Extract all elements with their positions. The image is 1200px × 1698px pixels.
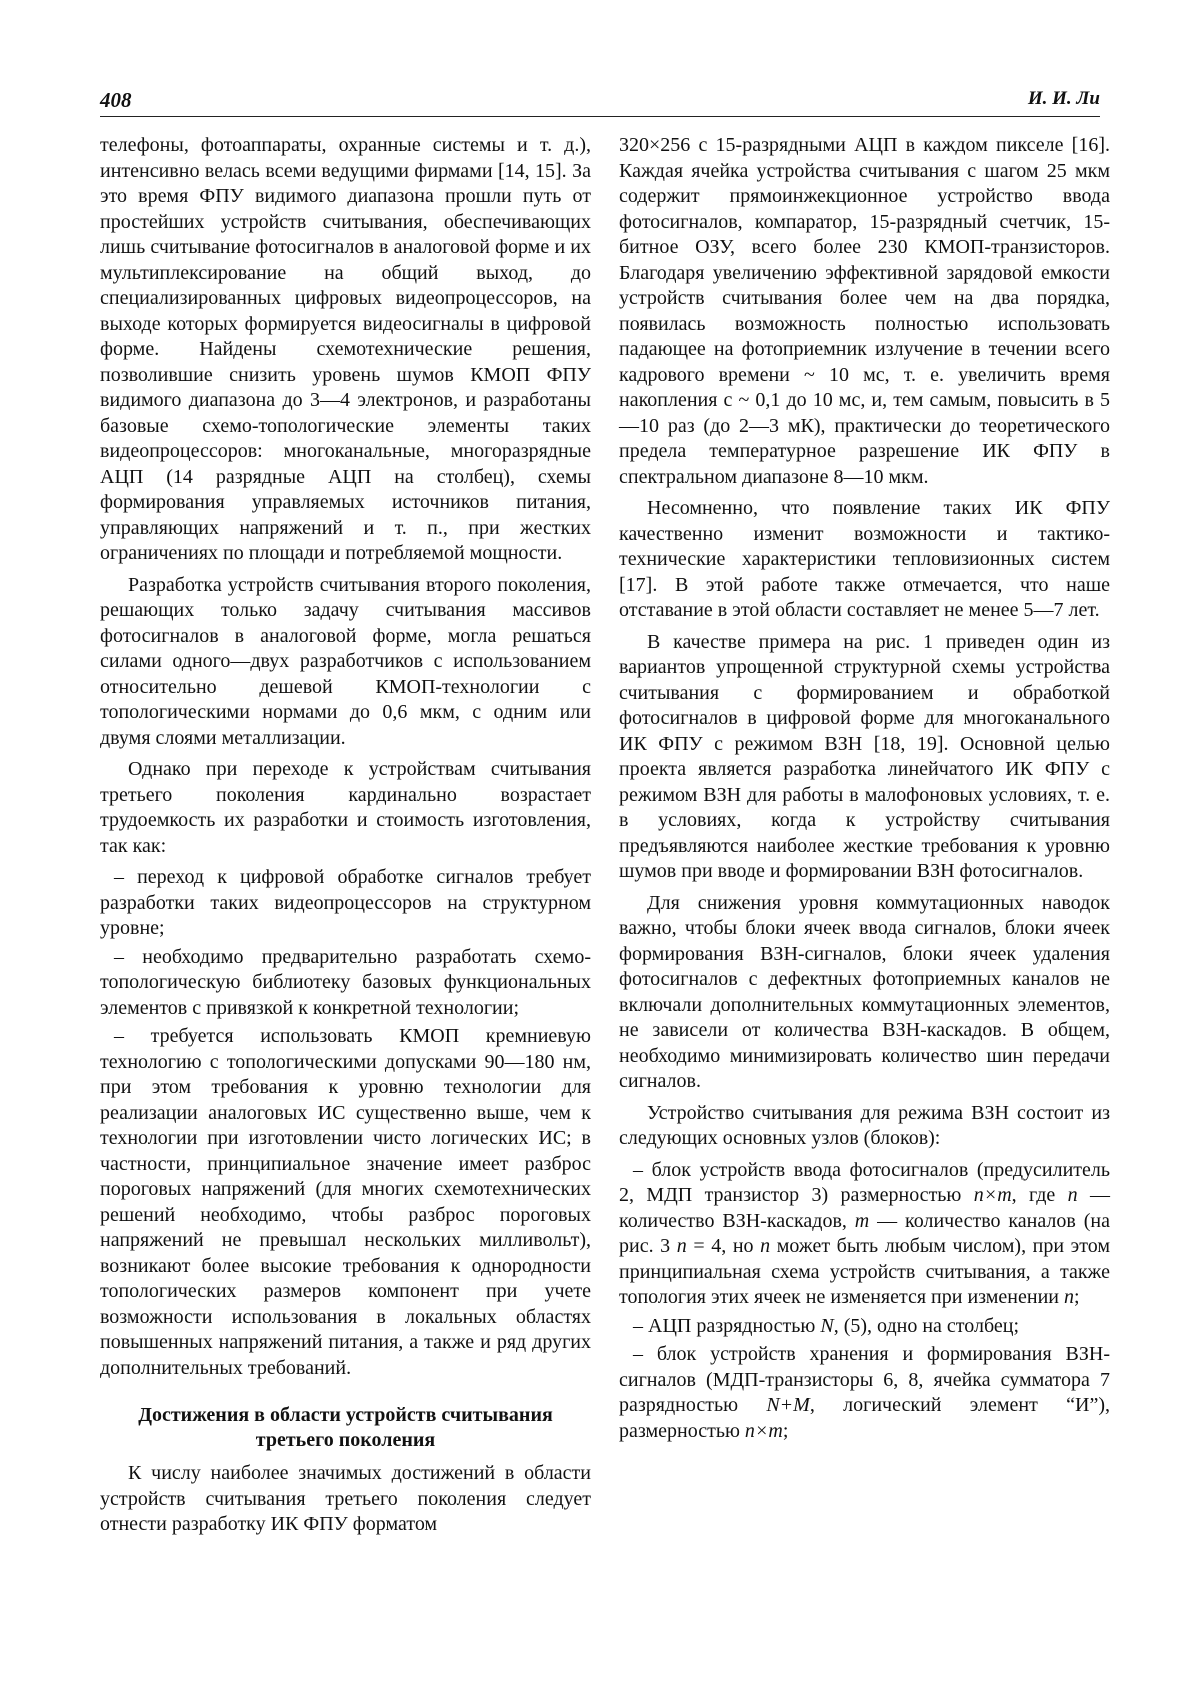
section-heading: Достижения в области устройств считывания третьего поколения <box>138 1404 553 1451</box>
list-item: – необходимо предварительно разработать схемо-топологическую библиотеку базовых функциональных элементов с привязкой к конкретной технологии; <box>100 945 591 1019</box>
running-author: И. И. Ли <box>1027 88 1100 109</box>
paragraph: Для снижения уровня коммутационных наводок важно, чтобы блоки ячеек ввода сигналов, блоки ячеек формирования ВЗН-сигналов, блоки ячеек удаления фотосигналов с дефектных фотоприемных каналов не включали дополнительных коммутационных элементов, не зависели от количества ВЗН-каскадов. В общем, необходимо минимизировать количество шин передачи сигналов. <box>619 891 1110 1092</box>
list-item: – переход к цифровой обработке сигналов требует разработки таких видеопроцессоров на структурном уровне; <box>100 866 591 939</box>
page-header <box>100 88 1100 117</box>
paragraph: Устройство считывания для режима ВЗН состоит из следующих основных узлов (блоков): <box>619 1101 1110 1149</box>
paragraph: 320×256 с 15-разрядными АЦП в каждом пикселе [16]. Каждая ячейка устройства считывания с шагом 25 мкм содержит прямоинжекционное устройство ввода фотосигналов, компаратор, 15-разрядный счетчик, 15-битное ОЗУ, всего более 230 КМОП-транзисторов. Благодаря увеличению эффективной зарядовой емкости устройств считывания более чем на два порядка, появилась возможность полностью использовать падающее на фотоприемник излучение в течении всего кадрового времени ~ 10 мс, т. е. увеличить время накопления с ~ 0,1 до 10 мс, и, тем самым, повысить в 5—10 раз (до 2—3 мК), практически до теоретического предела температурное разрешение ИК ФПУ в спектральном диапазоне 8—10 мкм. <box>619 134 1110 488</box>
paragraph: Несомненно, что появление таких ИК ФПУ качественно изменит возможности и тактико-технические характеристики тепловизионных систем [17]. В этой работе также отмечается, что наше отставание в этой области составляет не менее 5—7 лет. <box>619 497 1110 621</box>
paragraph: Разработка устройств считывания второго поколения, решающих только задачу считывания массивов фотосигналов в аналоговой форме, могла решаться силами одного—двух разработчиков с использованием относительно дешевой КМОП-технологии с топологическими нормами до 0,6 мкм, с одним или двумя слоями металлизации. <box>100 573 591 749</box>
list-item: – требуется использовать КМОП кремниевую технологию с топологическими допусками 90—180 нм, при этом требования к уровню технологии для реализации аналоговых ИС существенно выше, чем к технологии при изготовлении чисто логических ИС; в частности, принципиальное значение имеет разброс пороговых напряжений (для многих схемотехнических решений необходимо, чтобы разброс пороговых напряжений не превышал нескольких милливольт), возникают более высокие требования к однородности топологических размеров компонент при учете возможности использования в локальных областях повышенных напряжений питания, а также и ряд других дополнительных требований. <box>100 1025 591 1379</box>
page-number: 408 <box>100 88 132 112</box>
paragraph: телефоны, фотоаппараты, охранные системы и т. д.), интенсивно велась всеми ведущими фирмами [14, 15]. За это время ФПУ видимого диапазона прошли путь от простейших устройств считывания, обеспечивающих лишь считывание фотосигналов в аналоговой форме и их мультиплексирование на общий выход, до специализированных цифровых видеопроцессоров, на выходе которых формируется видеосигналы в цифровой форме. Найдены схемотехнические решения, позволившие снизить уровень шумов КМОП ФПУ видимого диапазона до 3—4 электронов, и разработаны базовые схемо-топологические элементы таких видеопроцессоров: многоканальные, многоразрядные АЦП (14 разрядные АЦП на столбец), схемы формирования управляемых источников питания, управляющих напряжений и т. п., при жестких ограничениях по площади и потребляемой мощности. <box>100 134 591 564</box>
paragraph: К числу наиболее значимых достижений в области устройств считывания третьего поколения следует отнести разработку ИК ФПУ форматом <box>100 1462 591 1535</box>
paragraph: В качестве примера на рис. 1 приведен один из вариантов упрощенной структурной схемы устройства считывания с формированием и обработкой фотосигналов в цифровой форме для многоканального ИК ФПУ с режимом ВЗН [18, 19]. Основной целью проекта является разработка линейчатого ИК ФПУ с режимом ВЗН для работы в малофоновых условиях, т. е. в условиях, когда к устройству считывания предъявляются наиболее жесткие требования к уровню шумов при вводе и формировании ВЗН фотосигналов. <box>619 630 1110 882</box>
right-column <box>619 133 1110 1447</box>
list-item: – АЦП разрядностью N, (5), одно на столбец; <box>633 1314 1020 1337</box>
list-item: – блок устройств ввода фотосигналов (предусилитель 2, МДП транзистор 3) размерностью n×m, где n — количество ВЗН-каскадов, m — количество каналов (на рис. 3 n = 4, но n может быть любым числом), при этом принципиальная схема устройств считывания, а также топология этих ячеек не изменяется при изменении n; <box>619 1158 1110 1308</box>
paragraph: Однако при переходе к устройствам считывания третьего поколения кардинально возрастает трудоемкость их разработки и стоимость изготовления, так как: <box>100 758 591 857</box>
list-item: – блок устройств хранения и формирования ВЗН-сигналов (МДП-транзисторы 6, 8, ячейка сумматора 7 разрядностью N+M, логический элемент “И”), размерностью n×m; <box>619 1343 1110 1442</box>
left-column <box>100 133 591 1544</box>
